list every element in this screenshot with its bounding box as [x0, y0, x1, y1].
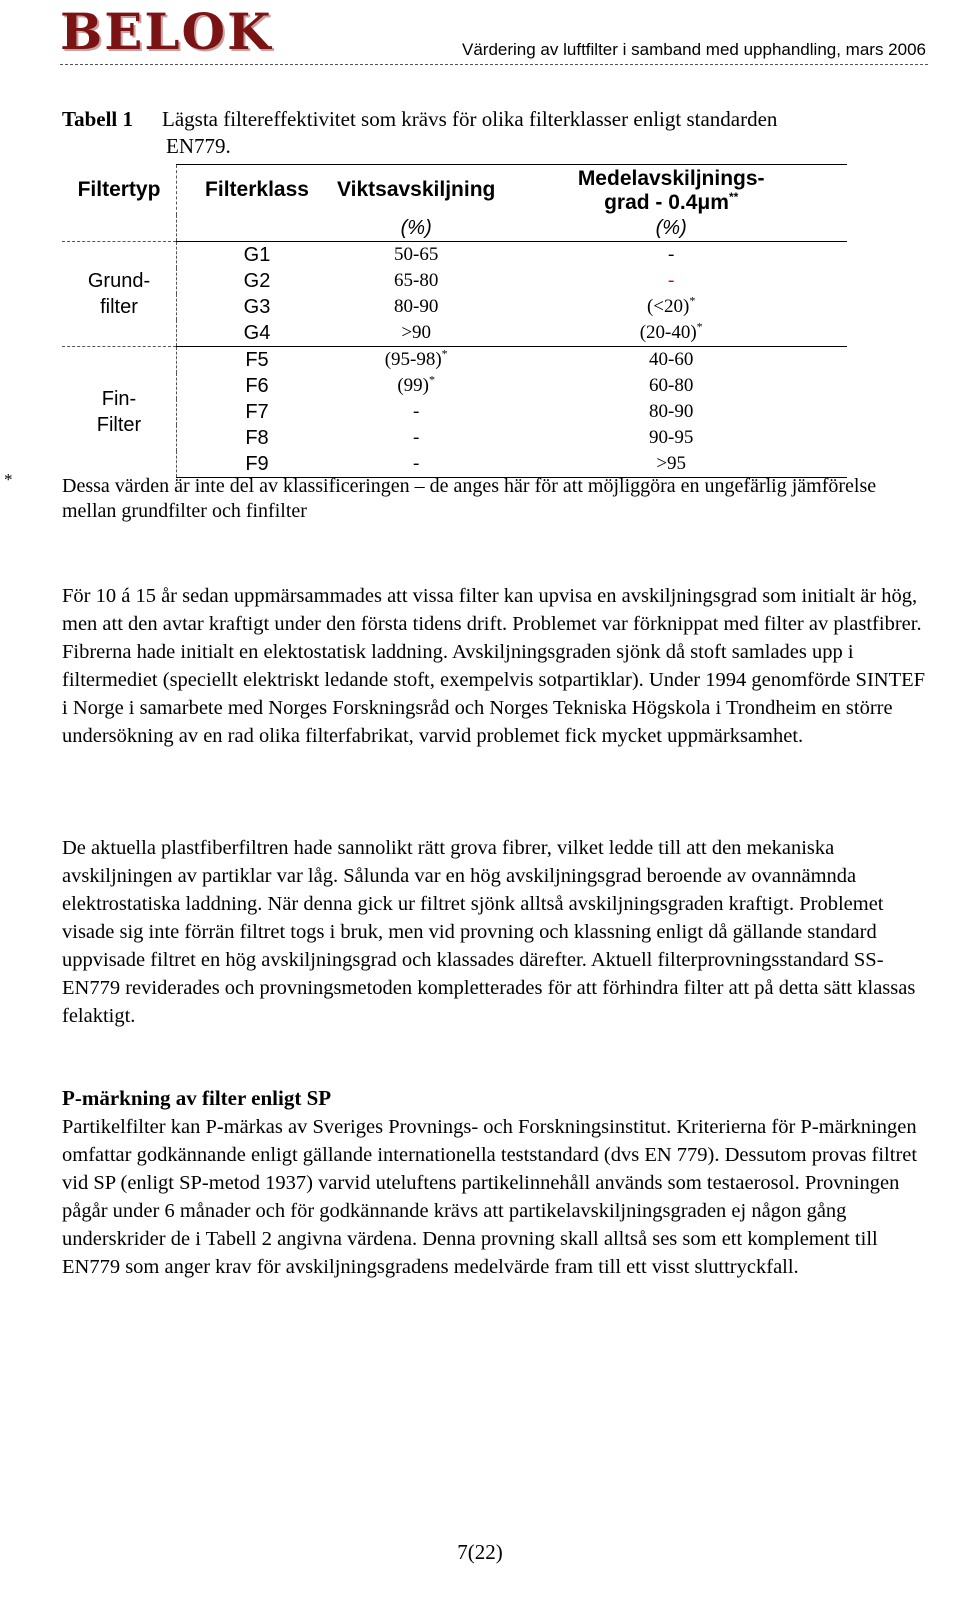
table-row	[62, 242, 847, 269]
header-medel-sup: **	[728, 190, 739, 204]
group-type-finfilter: Fin- Filter	[62, 347, 177, 478]
table-row	[62, 320, 847, 347]
cell-medel: >95	[495, 451, 847, 478]
cell-class: F6	[245, 374, 269, 397]
cell-vikt: (99)*	[397, 372, 435, 396]
cell-vikt: -	[413, 427, 420, 448]
table-row	[62, 347, 847, 374]
cell-medel: 40-60	[495, 347, 847, 374]
cell-medel: 80-90	[649, 401, 694, 422]
cell-medel: 90-95	[649, 427, 694, 448]
cell-vikt: 65-80	[394, 270, 439, 291]
cell-class: F5	[177, 347, 338, 374]
cell-class: F8	[245, 426, 269, 449]
cell-medel: (20-40)*	[639, 319, 703, 343]
caption-text-line1: Lägsta filtereffektivitet som krävs för olika filterklasser enligt standarden	[162, 107, 778, 131]
cell-medel: (<20)*	[646, 293, 696, 317]
header-divider	[60, 64, 928, 65]
group-type-grundfilter: Grund- filter	[62, 242, 177, 347]
cell-class: G1	[177, 242, 338, 269]
caption-label: Tabell 1	[62, 107, 133, 131]
header-medel-line2: grad - 0.4μm	[604, 191, 729, 214]
cell-vikt: 80-90	[394, 296, 439, 317]
cell-vikt: -	[337, 451, 495, 478]
table-caption	[62, 106, 902, 160]
cell-medel: -	[668, 270, 675, 291]
paragraph-3: Partikelfilter kan P-märkas av Sveriges Provnings- och Forskningsinstitut. Kriterierna för P-märkningen omfattar godkännande enligt gällande internationella teststandard (dvs EN 779). Dessutom provas filtret vid SP (enligt SP-metod 1937) varvid uteluftens partikelinnehåll används som testaerosol. Provningen pågår under 6 månader och för godkännande krävs att partikelavskiljningsgraden ej någon gång underskrider de i Tabell 2 angivna värdena. Denna provning skall alltså ses som ett komplement till EN779 som anger krav för avskiljningsgradens medelvärde fram till ett visst sluttryckfall.	[62, 1116, 918, 1278]
header-viktsavskiljning: Viktsavskiljning	[337, 165, 495, 216]
filter-class-table	[62, 164, 847, 478]
cell-class: F9	[177, 451, 338, 478]
paragraph-2: De aktuella plastfiberfiltren hade sannolikt rätt grova fibrer, vilket ledde till att den mekaniska avskiljningen av partiklar var låg. Sålunda var en hög avskiljningsgrad beroende av ovannämnda elektrostatiska laddning. När denna gick ur filtret sjönk alltså avskiljningsgraden kraftigt. Problemet visade sig inte förrän filtret togs i bruk, men vid provning och klassning enligt då gällande standard uppvisade filtret en hög avskiljningsgrad och klassades därefter. Aktuell filterprovningsstandard SS-EN779 reviderades och provningsmetoden kompletterades för att förhindra filter att på detta sätt klassas felaktigt.	[62, 837, 916, 1027]
caption-text-line2: EN779.	[166, 134, 231, 158]
cell-medel: -	[495, 242, 847, 269]
footnote-text: Dessa värden är inte del av klassificeringen – de anges här för att möjliggöra en ungefärlig jämförelse mellan grundfilter och finfilter	[62, 475, 877, 522]
header-filterklass: Filterklass	[177, 165, 338, 216]
table-row	[62, 268, 847, 294]
cell-vikt: >90	[401, 322, 432, 343]
cell-class: G2	[243, 269, 271, 292]
cell-vikt: -	[413, 401, 420, 422]
cell-class: G4	[243, 321, 271, 344]
table-row	[62, 425, 847, 451]
cell-vikt: 50-65	[337, 242, 495, 269]
table-row	[62, 373, 847, 399]
cell-class: F7	[245, 400, 269, 423]
unit-vikt: (%)	[400, 216, 432, 239]
table-row	[62, 294, 847, 320]
unit-medel: (%)	[655, 216, 687, 239]
section-heading: P-märkning av filter enligt SP	[62, 1086, 332, 1110]
table-row	[62, 399, 847, 425]
footnote-marker: *	[4, 470, 13, 489]
paragraph-1: För 10 á 15 år sedan uppmärsammades att vissa filter kan upvisa en avskiljningsgrad som initialt är hög, men att den avtar kraftigt under den första tidens drift. Problemet var förknippat med filter av plastfibrer. Fibrerna hade initialt en elektostatisk laddning. Avskiljningsgraden sjönk då stoft samlades upp i filtermediet (speciellt elektriskt ledande stoft, exempelvis sotpartiklar). Under 1994 genomförde SINTEF i Norge i samarbete med Norges Forskningsråd och Norges Tekniska Högskola i Trondheim en större undersökning av en rad olika filterfabrikat, varvid problemet fick mycket uppmärksamhet.	[62, 585, 926, 747]
header-medel-line1: Medelavskiljnings-	[577, 167, 765, 190]
header-filtertyp: Filtertyp	[62, 165, 177, 216]
document-header-title: Värdering av luftfilter i samband med upphandling, mars 2006	[462, 40, 926, 59]
belok-logo: BELOK	[60, 2, 273, 61]
page-number: 7(22)	[457, 1540, 503, 1564]
cell-medel: 60-80	[649, 375, 694, 396]
cell-class: G3	[243, 295, 271, 318]
header-medelavskiljning	[495, 165, 847, 216]
cell-vikt: (95-98)*	[337, 347, 495, 374]
